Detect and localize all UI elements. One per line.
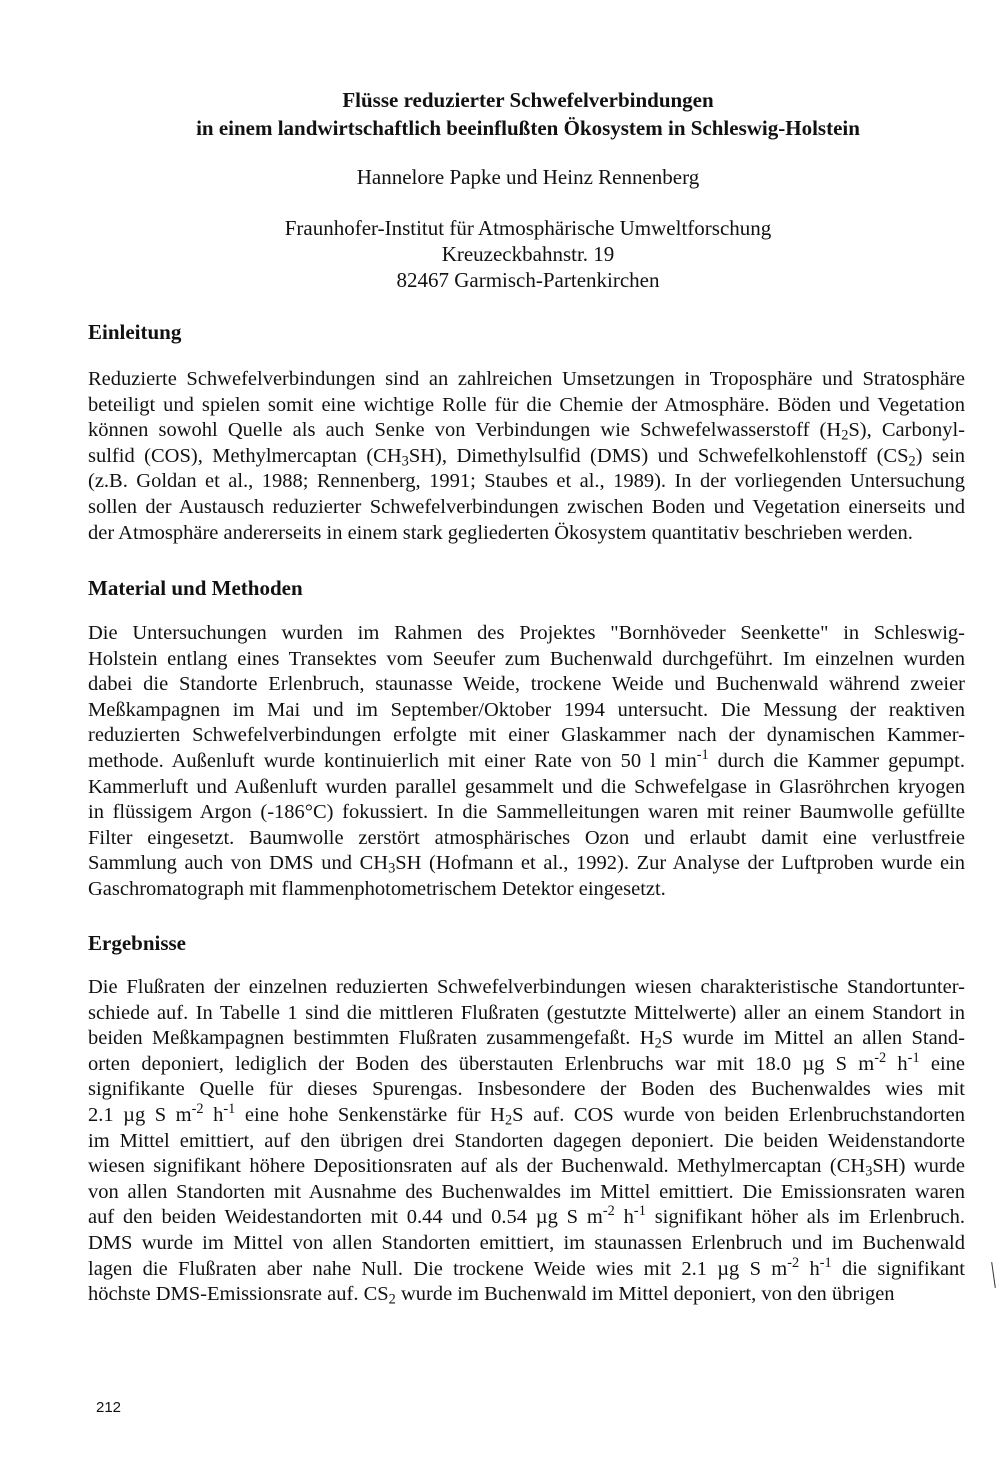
text-run: S wurde im Mittel an allen Stand- (661, 1027, 965, 1050)
subscript: 2 (388, 1291, 396, 1308)
text-run: 2.1 µg S m (88, 1103, 192, 1126)
text-run: Meßkampagnen im Mai und im September/Oktober 1994 untersucht. Die Messung der reaktiven (88, 698, 965, 721)
text-line (88, 495, 965, 521)
text-run: im Mittel emittiert, auf den übrigen drei Standorten dagegen deponiert. Die beiden Weidenstandorte (88, 1129, 965, 1152)
text-run: S), Carbonyl- (848, 419, 965, 442)
text-line (88, 393, 965, 419)
text-line (88, 1103, 965, 1129)
subscript: 2 (654, 1035, 662, 1052)
text-line (88, 418, 965, 444)
text-run: SH (Hofmann et al., 1992). Zur Analyse der Luftproben wurde ein (395, 852, 966, 875)
text-line (88, 749, 965, 775)
text-run: orten deponiert, lediglich der Boden des überstauten Erlenbruchs war mit 18.0 µg S m (88, 1052, 875, 1075)
text-run: durch die Kammer gepumpt. (708, 749, 965, 772)
text-line (88, 698, 965, 724)
superscript: -1 (633, 1203, 646, 1220)
text-run: eine (919, 1052, 965, 1075)
text-line (88, 1077, 965, 1103)
author-line: Hannelore Papke und Heinz Rennenberg (356, 165, 700, 189)
text-run: Die Untersuchungen wurden im Rahmen des Projektes "Bornhöveder Seenkette" in Schleswig- (88, 622, 965, 644)
text-run: signifikante Quelle für dieses Spurengas. Insbesondere der Boden des Buchenwaldes wies mit (88, 1078, 965, 1101)
section-heading-methoden: Material und Methoden (88, 576, 303, 600)
text-line (88, 1049, 965, 1078)
text-run: S auf. COS wurde von beiden Erlenbruchstandorten (512, 1103, 965, 1126)
text-run: eine hohe Senkenstärke für H (235, 1103, 505, 1126)
text-run: h (886, 1052, 908, 1075)
text-line (88, 1001, 965, 1027)
text-run: methode. Außenluft wurde kontinuierlich mit einer Rate von 50 l min (88, 749, 697, 772)
subscript: 3 (865, 1163, 873, 1180)
text-line (88, 800, 965, 826)
subscript: 2 (504, 1112, 513, 1129)
text-run: Gaschromatograph mit flammenphotometrischem Detektor eingesetzt. (88, 877, 666, 900)
superscript: -1 (696, 747, 709, 764)
text-run: der Atmosphäre andererseits in einem stark gegliederten Ökosystem quantitativ beschrieben werden. (88, 521, 913, 544)
text-run: beteiligt und spielen somit eine wichtige Rolle für die Chemie der Atmosphäre. Böden und Vegetation (88, 393, 965, 416)
text-run: Die Flußraten der einzelnen reduzierten Schwefelverbindungen wiesen charakteristische Standortunter- (88, 976, 965, 998)
text-run: ) sein (915, 444, 965, 467)
paper-title (88, 86, 968, 142)
text-line (88, 521, 965, 547)
superscript: -2 (191, 1101, 204, 1118)
text-run: DMS wurde im Mittel von allen Standorten emittiert, im staunassen Erlenbruch und im Buchenwald (88, 1231, 965, 1254)
text-run: reduzierten Schwefelverbindungen erfolgte mit einer Glaskammer nach der dynamischen Kammer- (88, 724, 965, 747)
page-number: 212 (96, 1399, 122, 1416)
text-line (88, 1254, 966, 1283)
affiliation-institute: Fraunhofer-Institut für Atmosphärische Umweltforschung (284, 216, 772, 240)
text-line (88, 775, 965, 801)
text-line (88, 1205, 965, 1231)
text-run: sollen der Austausch reduzierter Schwefelverbindungen zwischen Boden und Vegetation einerseits und (88, 495, 965, 518)
subscript: 2 (841, 427, 849, 444)
text-line (88, 444, 965, 470)
text-run: h (799, 1257, 820, 1280)
text-line (88, 647, 965, 673)
superscript: -1 (223, 1101, 236, 1118)
text-run: die signifikant (831, 1257, 966, 1280)
text-run: können sowohl Quelle als auch Senke von Verbindungen wie Schwefelwasserstoff (H (88, 419, 842, 442)
text-run: Kammerluft und Außenluft wurden parallel gesammelt und die Schwefelgase in Glasröhrchen kryogen (88, 775, 965, 798)
section-heading-ergebnisse: Ergebnisse (88, 931, 187, 955)
text-run: Reduzierte Schwefelverbindungen sind an zahlreichen Umsetzungen in Troposphäre und Stratosphäre (88, 368, 965, 390)
text-line (88, 877, 965, 903)
superscript: -1 (819, 1254, 832, 1271)
text-run: (z.B. Goldan et al., 1988; Rennenberg, 1991; Staubes et al., 1989). In der vorliegenden Untersuchung (88, 470, 965, 493)
text-run: lagen die Flußraten aber nahe Null. Die trockene Weide wies mit 2.1 µg S m (88, 1257, 788, 1280)
text-line (88, 975, 965, 1001)
text-run: wurde im Buchenwald im Mittel deponiert, von den übrigen (395, 1283, 895, 1306)
text-run: Sammlung auch von DMS und CH (88, 852, 389, 875)
text-run: wiesen signifikant höhere Depositionsraten auf als der Buchenwald. Methylmercaptan (CH (88, 1155, 866, 1178)
superscript: -2 (787, 1254, 800, 1271)
text-line (88, 723, 965, 749)
text-run: höchste DMS-Emissionsrate auf. CS (88, 1283, 389, 1306)
superscript: -2 (602, 1203, 615, 1220)
text-line (88, 1180, 965, 1206)
text-line (88, 1129, 965, 1155)
paragraph-ergebnisse (88, 975, 965, 1308)
superscript: -1 (907, 1049, 920, 1066)
text-run: h (614, 1206, 634, 1229)
text-line (88, 1231, 965, 1257)
text-run: Filter eingesetzt. Baumwolle zerstört atmosphärisches Ozon und erlaubt damit eine verlustfreie (88, 826, 965, 849)
text-run: SH) wurde (872, 1155, 966, 1178)
paragraph-einleitung (88, 367, 965, 546)
paragraph-methoden (88, 621, 965, 903)
text-run: auf den beiden Weidestandorten mit 0.44 und 0.54 µg S m (88, 1206, 603, 1229)
text-line (88, 1026, 965, 1052)
text-run: in flüssigem Argon (-186°C) fokussiert. In die Sammelleitungen waren mit reiner Baumwolle gefüllte (88, 801, 965, 824)
text-run: Holstein entlang eines Transektes vom Seeufer zum Buchenwald durchgeführt. Im einzelnen wurden (88, 647, 965, 670)
text-line (88, 672, 965, 698)
text-run: von allen Standorten mit Ausnahme des Buchenwaldes im Mittel emittiert. Die Emissionsraten waren (88, 1180, 965, 1203)
text-line (88, 826, 965, 852)
margin-mark (991, 1262, 996, 1288)
text-run: h (203, 1103, 224, 1126)
text-line (88, 1282, 965, 1308)
affiliation-street: Kreuzeckbahnstr. 19 (441, 242, 615, 266)
text-line (88, 621, 965, 647)
text-line (88, 851, 965, 877)
affiliation-city: 82467 Garmisch-Partenkirchen (396, 268, 660, 292)
superscript: -2 (874, 1049, 887, 1066)
text-run: SH), Dimethylsulfid (DMS) und Schwefelkohlenstoff (CS (408, 444, 909, 467)
subscript: 2 (908, 453, 916, 470)
section-heading-einleitung: Einleitung (88, 320, 182, 344)
title-line-1: Flüsse reduzierter Schwefelverbindungen (342, 88, 714, 112)
text-line (88, 1154, 965, 1180)
text-run: dabei die Standorte Erlenbruch, staunasse Weide, trockene Weide und Buchenwald während zweier (88, 673, 965, 696)
text-run: schiede auf. In Tabelle 1 sind die mittleren Flußraten (gestutzte Mittelwerte) aller an einem Standort in (88, 1001, 965, 1024)
title-line-2: in einem landwirtschaftlich beeinflußten Ökosystem in Schleswig-Holstein (196, 116, 860, 140)
text-line (88, 367, 965, 393)
text-line (88, 469, 965, 495)
text-run: signifikant höher als im Erlenbruch. (645, 1206, 966, 1229)
text-run: beiden Meßkampagnen bestimmten Flußraten zusammengefaßt. H (88, 1027, 655, 1050)
subscript: 3 (401, 453, 409, 470)
text-run: sulfid (COS), Methylmercaptan (CH (88, 444, 402, 467)
subscript: 3 (388, 860, 396, 877)
affiliation (88, 215, 968, 293)
